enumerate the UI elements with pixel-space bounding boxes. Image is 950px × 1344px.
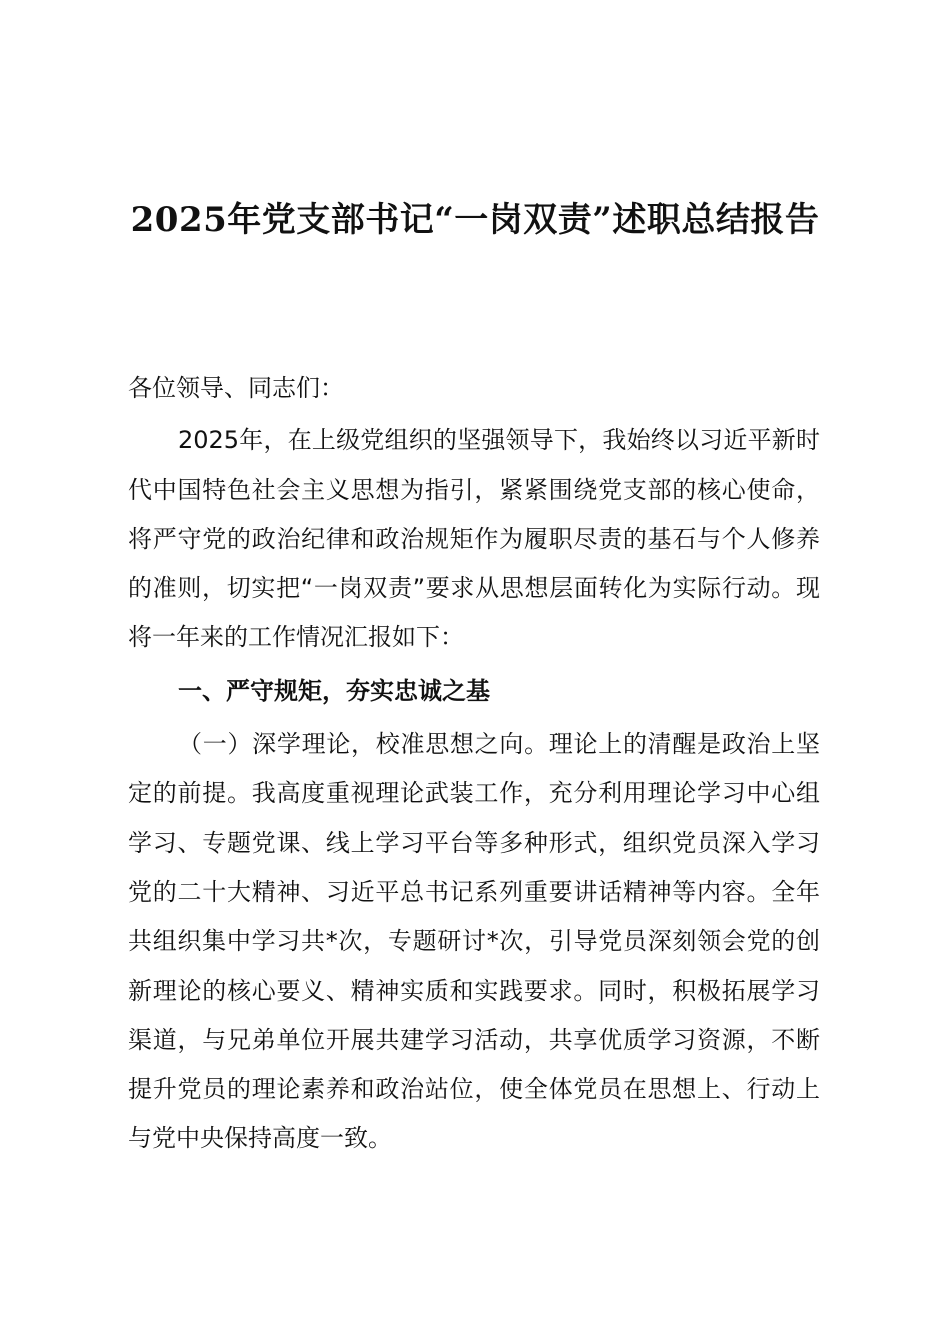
subsection-paragraph: （一）深学理论，校准思想之向。理论上的清醒是政治上坚定的前提。我高度重视理论武装工作，充分利用理论学习中心组学习、专题党课、线上学习平台等多种形式，组织党员深入学习党的二十大精神、习近平总书记系列重要讲话精神等内容。全年共组织集中学习共*次，专题研讨*次，引导党员深刻领会党的创新理论的核心要义、精神实质和实践要求。同时，积极拓展学习渠道，与兄弟单位开展共建学习活动，共享优质学习资源，不断提升党员的理论素养和政治站位，使全体党员在思想上、行动上与党中央保持高度一致。 [128, 730, 820, 1153]
document-title: 2025年党支部书记“一岗双责”述职总结报告 [130, 200, 820, 240]
document-body [128, 364, 820, 1164]
intro-paragraph: 2025年，在上级党组织的坚强领导下，我始终以习近平新时代中国特色社会主义思想为指引，紧紧围绕党支部的核心使命，将严守党的政治纪律和政治规矩作为履职尽责的基石与个人修养的准则，切实把“一岗双责”要求从思想层面转化为实际行动。现将一年来的工作情况汇报如下： [128, 426, 820, 652]
salutation: 各位领导、同志们： [128, 374, 344, 402]
section-heading: 一、严守规矩，夯实忠诚之基 [178, 676, 490, 705]
